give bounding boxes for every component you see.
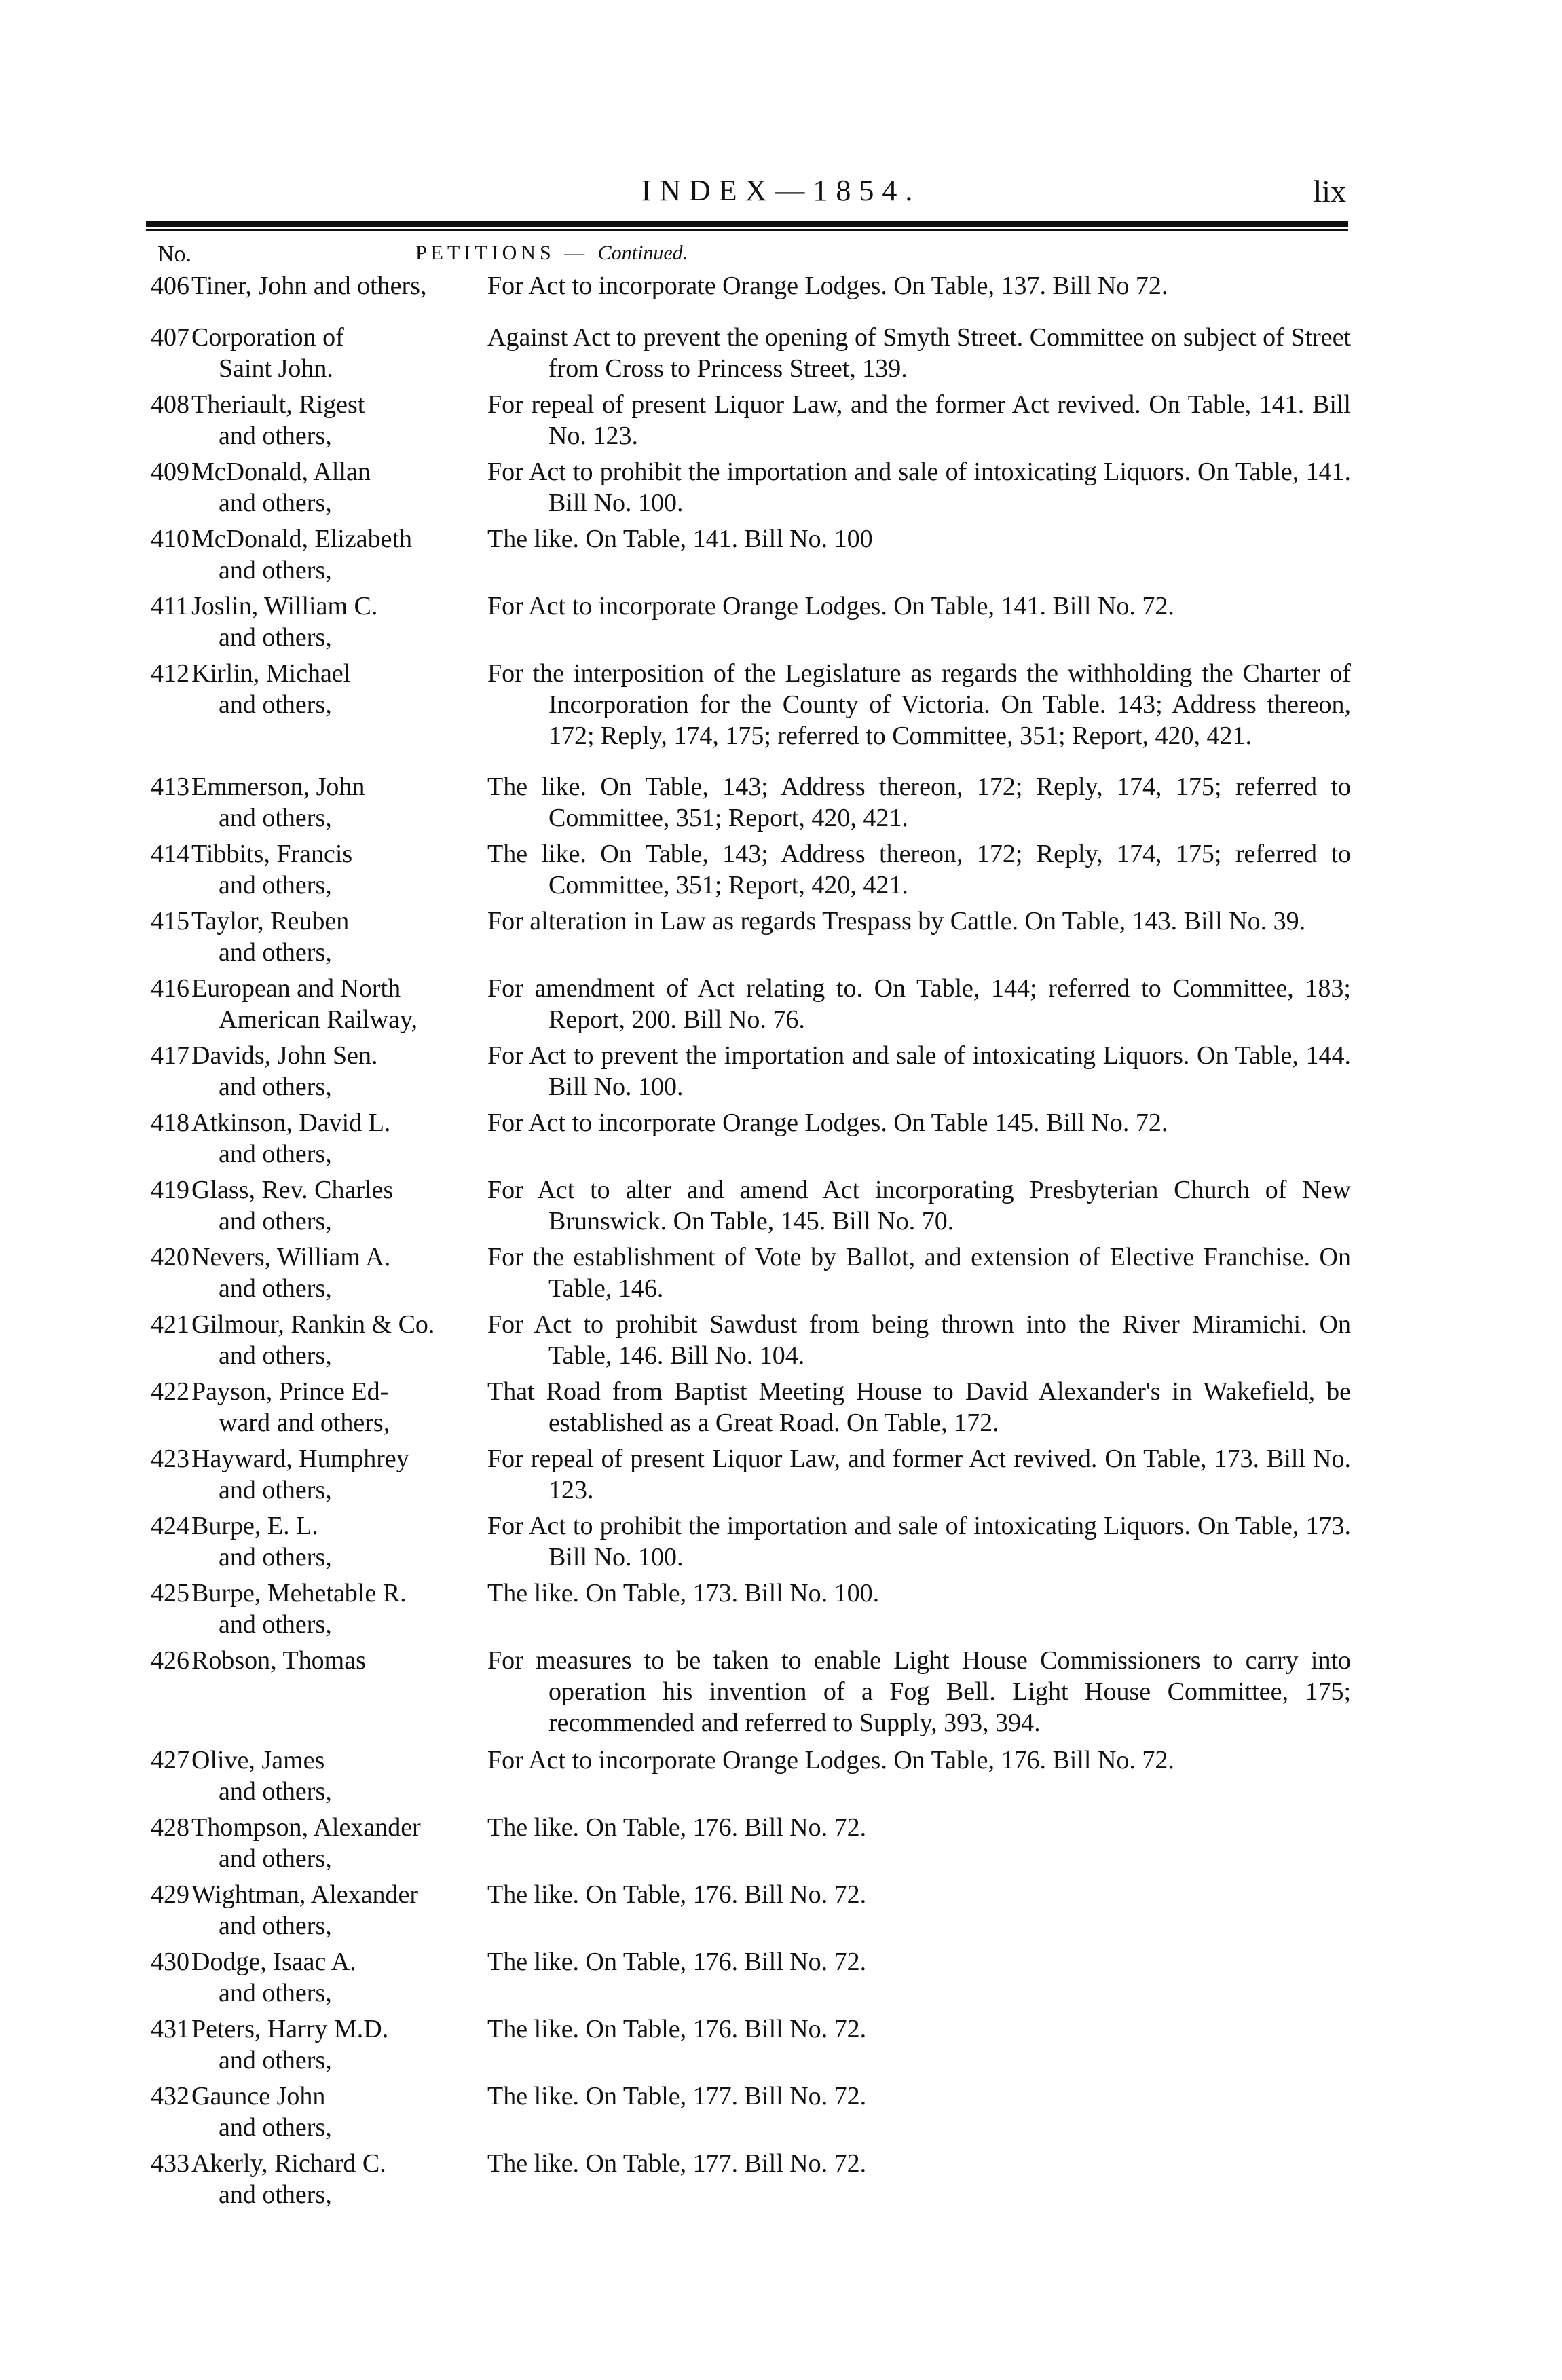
entry-petitioner — [191, 2013, 490, 2076]
petitioner-line-1: Gaunce John — [191, 2082, 326, 2111]
petitioner-line-1: Dodge, Isaac A. — [191, 1948, 356, 1976]
petitioner-line-2: and others, — [219, 1073, 332, 1101]
petitioner-line-2: and others, — [219, 804, 332, 832]
entry-description: That Road from Baptist Meeting House to David Alexander's in Wakefield, be established as a Great Road. On Table, 172. — [487, 1377, 1351, 1437]
petitioner-line-1: Emmerson, John — [191, 773, 365, 801]
petition-entry — [0, 322, 1562, 389]
entry-number: 423 — [151, 1445, 189, 1473]
entry-number: 408 — [151, 390, 189, 419]
entry-description: The like. On Table, 177. Bill No. 72. — [487, 2082, 867, 2111]
entry-petitioner — [191, 1174, 490, 1237]
petitioner-line-1: Gilmour, Rankin & Co. — [191, 1310, 435, 1339]
entry-number: 417 — [151, 1041, 189, 1070]
entry-petitioner — [191, 1510, 490, 1573]
entry-description: The like. On Table, 141. Bill No. 100 — [487, 525, 873, 553]
petitioner-line-1: Glass, Rev. Charles — [191, 1176, 394, 1204]
petition-entry — [0, 1946, 1562, 2013]
petitioner-line-2: and others, — [219, 1912, 332, 1940]
petition-entry — [0, 1309, 1562, 1376]
entry-petitioner — [191, 523, 490, 586]
petitioner-line-1: Joslin, William C. — [191, 592, 378, 620]
entry-petitioner — [191, 2081, 490, 2143]
petitioner-line-1: Hayward, Humphrey — [191, 1445, 409, 1473]
entry-number: 424 — [151, 1512, 189, 1540]
section-heading-continued: Continued. — [597, 242, 688, 264]
entry-description: For Act to incorporate Orange Lodges. On Table, 176. Bill No. 72. — [487, 1746, 1174, 1774]
petition-entry — [0, 1645, 1562, 1745]
petition-entry — [0, 591, 1562, 658]
entry-description: For measures to be taken to enable Light House Commissioners to carry into operation his invention of a Fog Bell. Light House Committee, 175; recommended and referred to Supply, 393, 394. — [487, 1646, 1351, 1737]
petitioner-line-2: and others, — [219, 1610, 332, 1639]
entry-description: For amendment of Act relating to. On Table, 144; referred to Committee, 183; Report, 200. Bill No. 76. — [487, 974, 1351, 1034]
entry-number: 406 — [151, 272, 189, 300]
entry-description: For Act to prohibit the importation and sale of intoxicating Liquors. On Table, 141. Bill No. 100. — [487, 458, 1351, 517]
entry-number: 407 — [151, 323, 189, 352]
petition-entry — [0, 456, 1562, 523]
petitioner-line-2: and others, — [219, 1140, 332, 1168]
petition-entry — [0, 1443, 1562, 1510]
entry-petitioner — [191, 389, 490, 451]
entry-description: For repeal of present Liquor Law, and the former Act revived. On Table, 141. Bill No. 123. — [487, 390, 1351, 450]
entry-petitioner — [191, 1578, 490, 1640]
petitioner-line-1: Thompson, Alexander — [191, 1813, 421, 1842]
petitioner-line-2: and others, — [219, 2180, 332, 2209]
entry-description: The like. On Table, 176. Bill No. 72. — [487, 1813, 867, 1842]
entry-description: For alteration in Law as regards Trespass by Cattle. On Table, 143. Bill No. 39. — [487, 907, 1306, 935]
petitioner-line-1: Taylor, Reuben — [191, 907, 350, 935]
entry-petitioner — [191, 456, 490, 519]
petition-entry — [0, 906, 1562, 973]
entry-number: 410 — [151, 525, 189, 553]
entry-number: 432 — [151, 2082, 189, 2111]
entry-number: 411 — [151, 592, 189, 620]
entry-petitioner — [191, 1946, 490, 2009]
petitioner-line-1: European and North — [191, 974, 401, 1003]
petitioner-line-1: Peters, Harry M.D. — [191, 2015, 389, 2043]
petitioner-line-2: and others, — [219, 2113, 332, 2142]
petitioner-line-2: and others, — [219, 1476, 332, 1504]
petitioner-line-1: Robson, Thomas — [191, 1646, 366, 1675]
entry-number: 425 — [151, 1579, 189, 1607]
entry-number: 428 — [151, 1813, 189, 1842]
petition-entry — [0, 2081, 1562, 2148]
entry-description: Against Act to prevent the opening of Smyth Street. Committee on subject of Street from Cross to Princess Street, 139. — [487, 323, 1351, 383]
entry-petitioner — [191, 658, 490, 720]
petitioner-line-1: Olive, James — [191, 1746, 325, 1774]
header-rule-thick — [146, 221, 1348, 227]
petitioner-line-1: Nevers, William A. — [191, 1243, 391, 1271]
petitioner-line-2: American Railway, — [219, 1005, 417, 1034]
entry-petitioner — [191, 1040, 490, 1102]
petitioner-line-2: and others, — [219, 938, 332, 967]
page-header — [0, 173, 1562, 214]
petitioner-line-1: Atkinson, David L. — [191, 1109, 391, 1137]
petitioner-line-1: McDonald, Elizabeth — [191, 525, 413, 553]
entry-petitioner — [191, 1745, 490, 1807]
section-heading-label: PETITIONS — — [415, 242, 589, 264]
petition-entry — [0, 838, 1562, 906]
entry-petitioner — [191, 1107, 490, 1170]
petitioner-line-1: Akerly, Richard C. — [191, 2149, 386, 2178]
entry-description: For repeal of present Liquor Law, and former Act revived. On Table, 173. Bill No. 123. — [487, 1445, 1351, 1504]
entry-number: 413 — [151, 773, 189, 801]
entry-number: 420 — [151, 1243, 189, 1271]
petitioner-line-1: Theriault, Rigest — [191, 390, 365, 419]
entry-description: For Act to prohibit Sawdust from being thrown into the River Miramichi. On Table, 146. Bill No. 104. — [487, 1310, 1351, 1370]
entry-petitioner — [191, 1812, 490, 1874]
petitioner-line-2: and others, — [219, 556, 332, 584]
entry-petitioner — [191, 591, 490, 653]
entry-petitioner — [191, 322, 490, 384]
petitioner-line-2: Saint John. — [219, 354, 333, 383]
entry-description: For Act to incorporate Orange Lodges. On Table, 141. Bill No. 72. — [487, 592, 1174, 620]
entry-description: The like. On Table, 143; Address thereon, 172; Reply, 174, 175; referred to Committee, 351; Report, 420, 421. — [487, 773, 1351, 832]
entry-number: 430 — [151, 1948, 189, 1976]
petition-entry — [0, 1578, 1562, 1645]
section-heading — [415, 242, 688, 269]
petition-entry — [0, 389, 1562, 456]
petition-entry — [0, 1107, 1562, 1174]
entry-number: 426 — [151, 1646, 189, 1675]
entry-number: 412 — [151, 659, 189, 688]
petitioner-line-2: and others, — [219, 871, 332, 899]
petitioner-line-2: and others, — [219, 690, 332, 719]
petition-entry — [0, 2013, 1562, 2081]
entry-petitioner — [191, 1376, 490, 1438]
petition-entry — [0, 1242, 1562, 1309]
petitioner-line-2: and others, — [219, 1979, 332, 2007]
petitioner-line-1: Corporation of — [191, 323, 344, 352]
petitioner-line-2: and others, — [219, 1274, 332, 1303]
entry-description: The like. On Table, 176. Bill No. 72. — [487, 2015, 867, 2043]
petition-entry — [0, 1812, 1562, 1879]
petitioner-line-2: and others, — [219, 1777, 332, 1806]
petition-entry — [0, 973, 1562, 1040]
entry-number: 433 — [151, 2149, 189, 2178]
petitioner-line-2: and others, — [219, 1543, 332, 1572]
entry-petitioner — [191, 1879, 490, 1941]
petitioner-line-1: Tiner, John and others, — [191, 272, 427, 300]
page-number: lix — [1313, 174, 1346, 208]
entry-description: For Act to prohibit the importation and sale of intoxicating Liquors. On Table, 173. Bill No. 100. — [487, 1512, 1351, 1572]
entry-number: 409 — [151, 458, 189, 486]
entry-description: For Act to incorporate Orange Lodges. On Table, 137. Bill No 72. — [487, 272, 1168, 300]
petitioner-line-2: and others, — [219, 1844, 332, 1873]
entry-number: 431 — [151, 2015, 189, 2043]
entry-description: For the interposition of the Legislature as regards the withholding the Charter of Incorporation for the County of Victoria. On Table. 143; Address thereon, 172; Reply, 174, 175; referred to Committee, 351; Report, 420, 421. — [487, 659, 1351, 750]
entry-number: 427 — [151, 1746, 189, 1774]
entry-number: 421 — [151, 1310, 189, 1339]
entry-petitioner — [191, 1309, 490, 1371]
entry-description: The like. On Table, 177. Bill No. 72. — [487, 2149, 867, 2178]
petition-entry — [0, 2148, 1562, 2215]
petition-entry — [0, 270, 1562, 322]
entry-number: 414 — [151, 840, 189, 868]
entry-description: The like. On Table, 176. Bill No. 72. — [487, 1948, 867, 1976]
entry-petitioner — [191, 838, 490, 901]
entry-number: 416 — [151, 974, 189, 1003]
entry-petitioner — [191, 973, 490, 1035]
header-rule-thin — [146, 229, 1348, 231]
petition-entry — [0, 1510, 1562, 1578]
petition-entry — [0, 1040, 1562, 1107]
petition-entry — [0, 1376, 1562, 1443]
entry-number: 419 — [151, 1176, 189, 1204]
petition-entries — [0, 270, 1562, 2215]
entry-number: 429 — [151, 1880, 189, 1909]
petitioner-line-2: and others, — [219, 489, 332, 517]
page-title: INDEX—1854. — [641, 174, 921, 207]
entry-petitioner — [191, 2148, 490, 2210]
entry-description: For the establishment of Vote by Ballot, and extension of Elective Franchise. On Table, 146. — [487, 1243, 1351, 1303]
petitioner-line-1: Burpe, Mehetable R. — [191, 1579, 407, 1607]
entry-description: For Act to incorporate Orange Lodges. On Table 145. Bill No. 72. — [487, 1109, 1168, 1137]
petitioner-line-1: Kirlin, Michael — [191, 659, 351, 688]
entry-petitioner — [191, 906, 490, 968]
column-header-number: No. — [157, 242, 192, 267]
petitioner-line-1: Tibbits, Francis — [191, 840, 353, 868]
entry-number: 418 — [151, 1109, 189, 1137]
entry-description: The like. On Table, 143; Address thereon, 172; Reply, 174, 175; referred to Committee, 351; Report, 420, 421. — [487, 840, 1351, 899]
petition-entry — [0, 771, 1562, 838]
entry-petitioner — [191, 1242, 490, 1304]
petition-entry — [0, 658, 1562, 771]
petitioner-line-2: ward and others, — [219, 1409, 390, 1437]
entry-description: For Act to prevent the importation and sale of intoxicating Liquors. On Table, 144. Bill No. 100. — [487, 1041, 1351, 1101]
petitioner-line-2: and others, — [219, 422, 332, 450]
petitioner-line-2: and others, — [219, 1341, 332, 1370]
entry-number: 415 — [151, 907, 189, 935]
entry-description: The like. On Table, 176. Bill No. 72. — [487, 1880, 867, 1909]
petitioner-line-1: McDonald, Allan — [191, 458, 371, 486]
petitioner-line-1: Wightman, Alexander — [191, 1880, 419, 1909]
petition-entry — [0, 1174, 1562, 1242]
petitioner-line-2: and others, — [219, 2046, 332, 2075]
petitioner-line-2: and others, — [219, 623, 332, 652]
petition-entry — [0, 1745, 1562, 1812]
entry-number: 422 — [151, 1377, 189, 1406]
petitioner-line-1: Davids, John Sen. — [191, 1041, 378, 1070]
petition-entry — [0, 1879, 1562, 1946]
entry-description: For Act to alter and amend Act incorporating Presbyterian Church of New Brunswick. On Table, 145. Bill No. 70. — [487, 1176, 1351, 1235]
entry-petitioner — [191, 1645, 490, 1676]
petitioner-line-1: Burpe, E. L. — [191, 1512, 318, 1540]
entry-description: The like. On Table, 173. Bill No. 100. — [487, 1579, 880, 1607]
entry-petitioner — [191, 1443, 490, 1506]
entry-petitioner — [191, 270, 490, 301]
entry-petitioner — [191, 771, 490, 834]
petition-entry — [0, 523, 1562, 591]
petitioner-line-2: and others, — [219, 1207, 332, 1235]
petitioner-line-1: Payson, Prince Ed- — [191, 1377, 389, 1406]
